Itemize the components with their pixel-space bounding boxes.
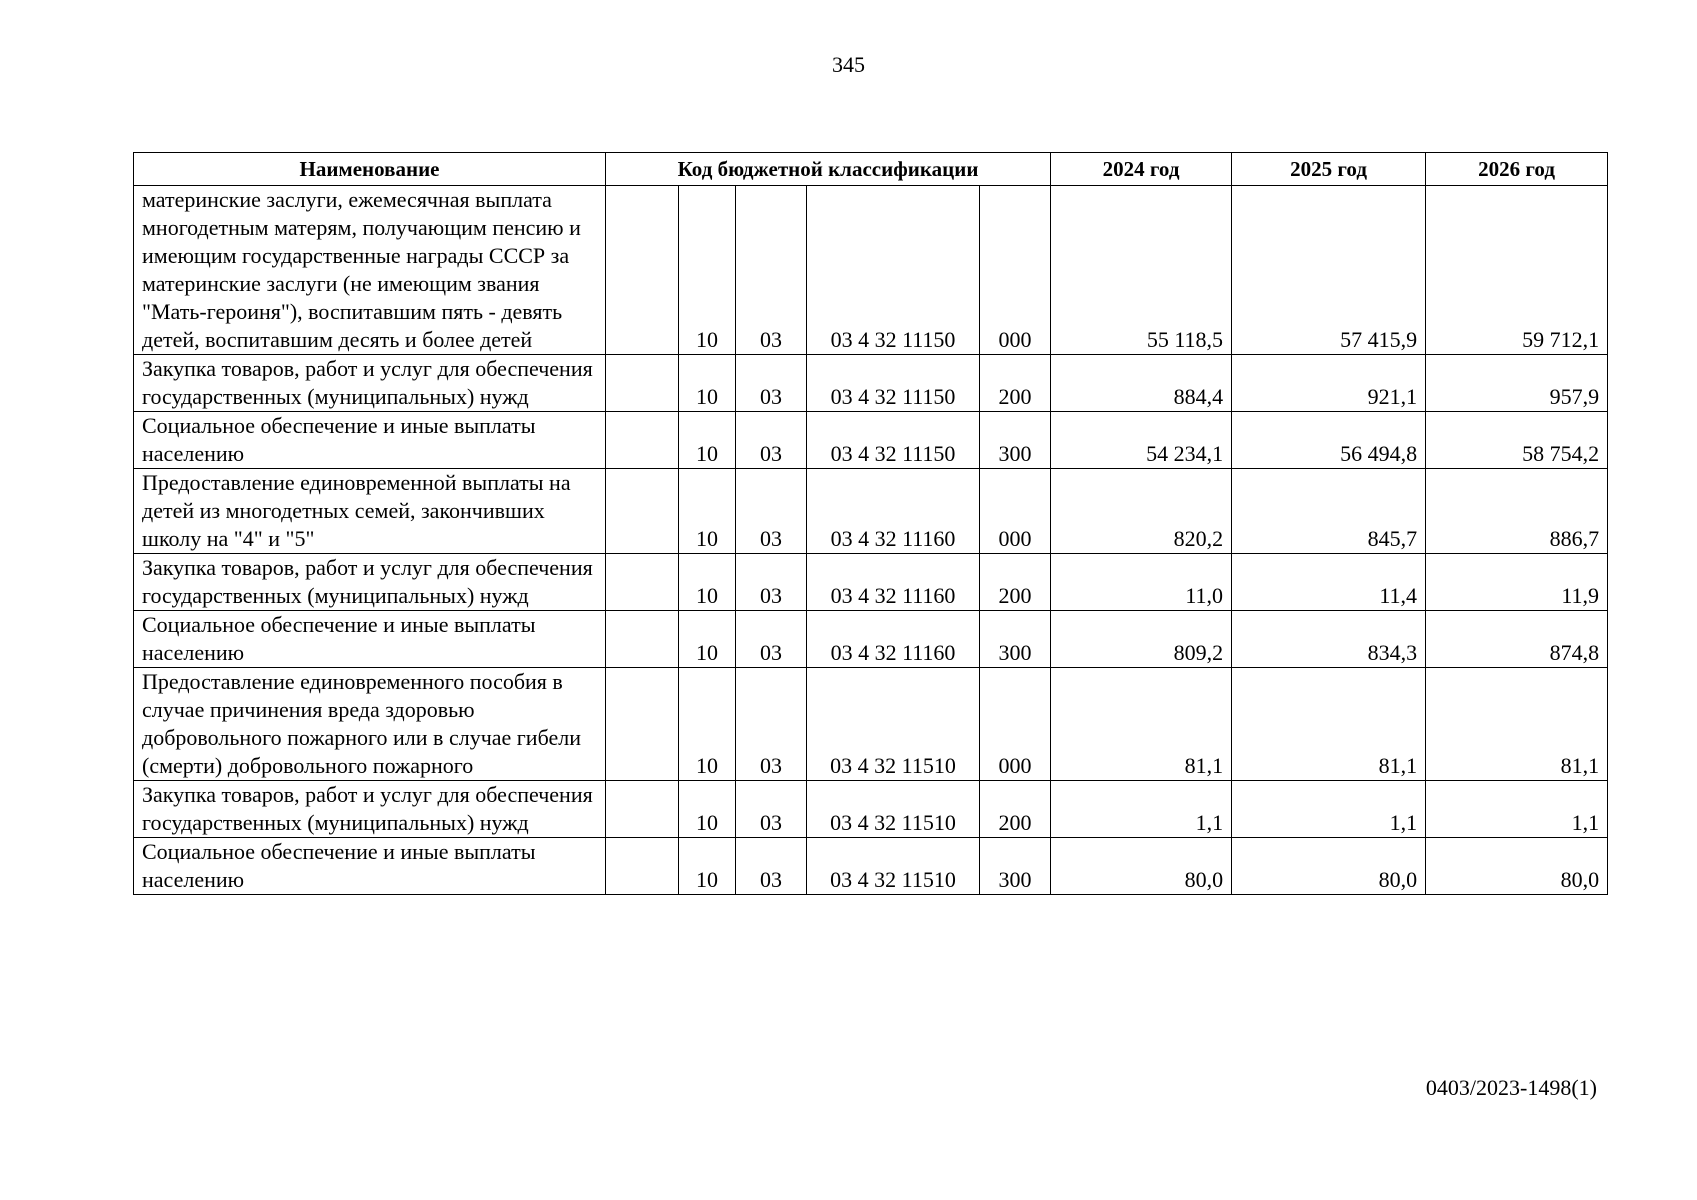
value-2026-cell: 58 754,2 bbox=[1426, 412, 1608, 469]
value-2026-cell: 886,7 bbox=[1426, 469, 1608, 554]
row-name-cell: Закупка товаров, работ и услуг для обеспечения государственных (муниципальных) нужд bbox=[134, 554, 606, 611]
table-row bbox=[134, 186, 1608, 355]
value-2026-cell: 1,1 bbox=[1426, 781, 1608, 838]
expense-type-cell: 200 bbox=[980, 355, 1051, 412]
blank-cell bbox=[606, 781, 679, 838]
value-2024-cell: 54 234,1 bbox=[1051, 412, 1232, 469]
row-name-cell: Социальное обеспечение и иные выплаты населению bbox=[134, 412, 606, 469]
value-2025-cell: 1,1 bbox=[1232, 781, 1426, 838]
blank-cell bbox=[606, 611, 679, 668]
section-cell: 10 bbox=[679, 781, 736, 838]
row-name-cell: Социальное обеспечение и иные выплаты населению bbox=[134, 611, 606, 668]
blank-cell bbox=[606, 668, 679, 781]
value-2025-cell: 845,7 bbox=[1232, 469, 1426, 554]
target-code-cell: 03 4 32 11510 bbox=[807, 838, 980, 895]
target-code-cell: 03 4 32 11150 bbox=[807, 186, 980, 355]
target-code-cell: 03 4 32 11510 bbox=[807, 781, 980, 838]
blank-cell bbox=[606, 838, 679, 895]
table-row bbox=[134, 668, 1608, 781]
target-code-cell: 03 4 32 11160 bbox=[807, 469, 980, 554]
target-code-cell: 03 4 32 11160 bbox=[807, 611, 980, 668]
value-2024-cell: 55 118,5 bbox=[1051, 186, 1232, 355]
blank-cell bbox=[606, 186, 679, 355]
row-name-cell: материнские заслуги, ежемесячная выплата многодетным матерям, получающим пенсию и имеющим государственные награды СССР за материнские заслуги (не имеющим звания "Мать-героиня"), воспитавшим пять - девять детей, воспитавшим десять и более детей bbox=[134, 186, 606, 355]
expense-type-cell: 200 bbox=[980, 781, 1051, 838]
value-2026-cell: 957,9 bbox=[1426, 355, 1608, 412]
section-cell: 10 bbox=[679, 355, 736, 412]
table-row bbox=[134, 611, 1608, 668]
header-code: Код бюджетной классификации bbox=[606, 153, 1051, 186]
value-2025-cell: 80,0 bbox=[1232, 838, 1426, 895]
value-2024-cell: 1,1 bbox=[1051, 781, 1232, 838]
row-name-cell: Закупка товаров, работ и услуг для обеспечения государственных (муниципальных) нужд bbox=[134, 355, 606, 412]
value-2025-cell: 81,1 bbox=[1232, 668, 1426, 781]
value-2025-cell: 921,1 bbox=[1232, 355, 1426, 412]
table-row bbox=[134, 838, 1608, 895]
value-2026-cell: 59 712,1 bbox=[1426, 186, 1608, 355]
expense-type-cell: 300 bbox=[980, 611, 1051, 668]
document-code: 0403/2023-1498(1) bbox=[1425, 1075, 1597, 1100]
table-row bbox=[134, 412, 1608, 469]
subsection-cell: 03 bbox=[736, 838, 807, 895]
value-2024-cell: 809,2 bbox=[1051, 611, 1232, 668]
subsection-cell: 03 bbox=[736, 554, 807, 611]
target-code-cell: 03 4 32 11510 bbox=[807, 668, 980, 781]
blank-cell bbox=[606, 469, 679, 554]
subsection-cell: 03 bbox=[736, 611, 807, 668]
header-2024: 2024 год bbox=[1051, 153, 1232, 186]
blank-cell bbox=[606, 355, 679, 412]
section-cell: 10 bbox=[679, 469, 736, 554]
section-cell: 10 bbox=[679, 412, 736, 469]
subsection-cell: 03 bbox=[736, 781, 807, 838]
value-2024-cell: 11,0 bbox=[1051, 554, 1232, 611]
table-header-row bbox=[134, 153, 1608, 186]
row-name-cell: Закупка товаров, работ и услуг для обеспечения государственных (муниципальных) нужд bbox=[134, 781, 606, 838]
expense-type-cell: 300 bbox=[980, 838, 1051, 895]
row-name-cell: Предоставление единовременной выплаты на детей из многодетных семей, закончивших школу на "4" и "5" bbox=[134, 469, 606, 554]
page-number: 345 bbox=[832, 52, 865, 77]
header-2026: 2026 год bbox=[1426, 153, 1608, 186]
expense-type-cell: 000 bbox=[980, 668, 1051, 781]
subsection-cell: 03 bbox=[736, 412, 807, 469]
header-2025: 2025 год bbox=[1232, 153, 1426, 186]
table-row bbox=[134, 554, 1608, 611]
table-row bbox=[134, 355, 1608, 412]
value-2024-cell: 820,2 bbox=[1051, 469, 1232, 554]
value-2024-cell: 884,4 bbox=[1051, 355, 1232, 412]
value-2026-cell: 874,8 bbox=[1426, 611, 1608, 668]
value-2026-cell: 80,0 bbox=[1426, 838, 1608, 895]
target-code-cell: 03 4 32 11150 bbox=[807, 355, 980, 412]
target-code-cell: 03 4 32 11150 bbox=[807, 412, 980, 469]
value-2025-cell: 56 494,8 bbox=[1232, 412, 1426, 469]
expense-type-cell: 000 bbox=[980, 469, 1051, 554]
table-row bbox=[134, 781, 1608, 838]
subsection-cell: 03 bbox=[736, 186, 807, 355]
value-2025-cell: 11,4 bbox=[1232, 554, 1426, 611]
subsection-cell: 03 bbox=[736, 668, 807, 781]
blank-cell bbox=[606, 554, 679, 611]
value-2024-cell: 81,1 bbox=[1051, 668, 1232, 781]
section-cell: 10 bbox=[679, 554, 736, 611]
value-2025-cell: 57 415,9 bbox=[1232, 186, 1426, 355]
section-cell: 10 bbox=[679, 838, 736, 895]
section-cell: 10 bbox=[679, 186, 736, 355]
value-2024-cell: 80,0 bbox=[1051, 838, 1232, 895]
table-body bbox=[134, 186, 1608, 895]
value-2026-cell: 81,1 bbox=[1426, 668, 1608, 781]
section-cell: 10 bbox=[679, 611, 736, 668]
expense-type-cell: 300 bbox=[980, 412, 1051, 469]
header-name: Наименование bbox=[134, 153, 606, 186]
row-name-cell: Социальное обеспечение и иные выплаты населению bbox=[134, 838, 606, 895]
budget-table bbox=[133, 152, 1608, 895]
blank-cell bbox=[606, 412, 679, 469]
subsection-cell: 03 bbox=[736, 469, 807, 554]
target-code-cell: 03 4 32 11160 bbox=[807, 554, 980, 611]
row-name-cell: Предоставление единовременного пособия в случае причинения вреда здоровью добровольного пожарного или в случае гибели (смерти) добровольного пожарного bbox=[134, 668, 606, 781]
section-cell: 10 bbox=[679, 668, 736, 781]
expense-type-cell: 200 bbox=[980, 554, 1051, 611]
table-row bbox=[134, 469, 1608, 554]
value-2025-cell: 834,3 bbox=[1232, 611, 1426, 668]
subsection-cell: 03 bbox=[736, 355, 807, 412]
value-2026-cell: 11,9 bbox=[1426, 554, 1608, 611]
expense-type-cell: 000 bbox=[980, 186, 1051, 355]
